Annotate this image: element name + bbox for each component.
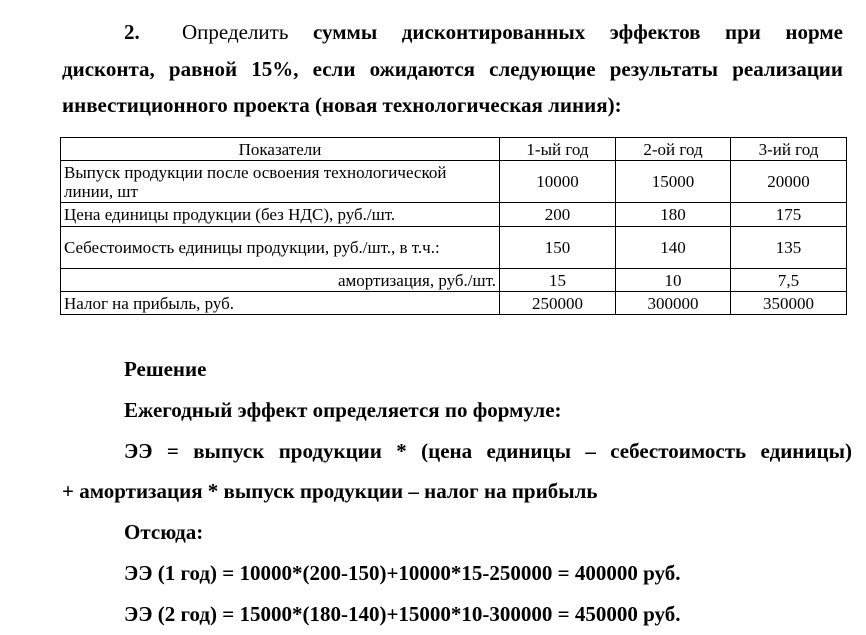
table-header-row xyxy=(61,138,847,161)
row-label-price: Цена единицы продукции (без НДС), руб./шт. xyxy=(61,203,500,227)
solution-intro: Ежегодный эффект определяется по формуле: xyxy=(124,397,562,422)
row-label-output: Выпуск продукции после освоения технологической линии, шт xyxy=(61,161,500,203)
problem-lead: Определить xyxy=(182,20,289,44)
solution-hence: Отсюда: xyxy=(124,520,204,545)
header-year-3: 3-ий год xyxy=(731,138,847,161)
table-cell: 180 xyxy=(616,203,731,227)
table-cell: 15000 xyxy=(616,161,731,203)
table-cell: 20000 xyxy=(731,161,847,203)
solution-heading: Решение xyxy=(124,357,207,381)
header-year-1: 1-ый год xyxy=(500,138,616,161)
header-year-2: 2-ой год xyxy=(616,138,731,161)
table-cell: 7,5 xyxy=(731,269,847,292)
table-cell: 140 xyxy=(616,227,731,269)
problem-statement xyxy=(62,14,843,124)
table-cell: 10 xyxy=(616,269,731,292)
table-row xyxy=(61,203,847,227)
table-cell: 250000 xyxy=(500,292,616,315)
header-indicators: Показатели xyxy=(61,138,500,161)
problem-bold-text: суммы дисконтированных эффектов при норме дисконта, равной 15%, если ожидаются следующие результаты реализации инвестиционного проекта (новая технологическая линия): xyxy=(62,20,844,117)
results-table xyxy=(60,137,847,315)
table-cell: 200 xyxy=(500,203,616,227)
table-row xyxy=(61,227,847,269)
table-row xyxy=(61,292,847,315)
table-cell: 350000 xyxy=(731,292,847,315)
problem-number: 2. xyxy=(124,20,140,44)
calc-year-1: ЭЭ (1 год) = 10000*(200-150)+10000*15-250000 = 400000 руб. xyxy=(124,560,681,585)
table-cell: 175 xyxy=(731,203,847,227)
table-cell: 10000 xyxy=(500,161,616,203)
row-label-depreciation: амортизация, руб./шт. xyxy=(61,269,500,292)
table-cell: 135 xyxy=(731,227,847,269)
table-cell: 150 xyxy=(500,227,616,269)
formula-line-2: + амортизация * выпуск продукции – налог на прибыль xyxy=(62,479,598,504)
formula-line-1: ЭЭ = выпуск продукции * (цена единицы – себестоимость единицы) xyxy=(124,438,852,463)
table-row xyxy=(61,269,847,292)
table-cell: 15 xyxy=(500,269,616,292)
solution-section xyxy=(62,349,852,635)
table-row xyxy=(61,161,847,203)
row-label-cost: Себестоимость единицы продукции, руб./шт., в т.ч.: xyxy=(61,227,500,269)
calc-year-2: ЭЭ (2 год) = 15000*(180-140)+15000*10-300000 = 450000 руб. xyxy=(124,601,681,626)
table-cell: 300000 xyxy=(616,292,731,315)
row-label-tax: Налог на прибыль, руб. xyxy=(61,292,500,315)
